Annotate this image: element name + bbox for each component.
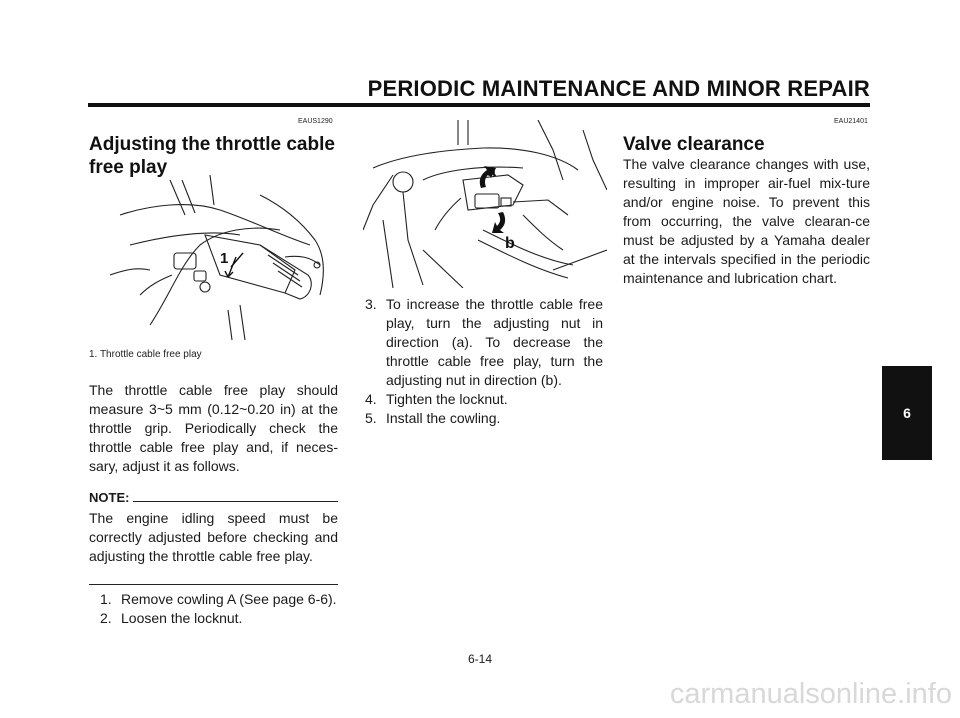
valve-paragraph: The valve clearance changes with use, resulting in improper air-fuel mix-ture and/or engine noise. To prevent this from occurring, the valve clearan-ce must be adjusted by a Yamaha dealer at the intervals specified in the periodic maintenance and lubrication chart.: [623, 156, 870, 286]
figure-callout-1: 1: [220, 250, 229, 267]
throttle-grip-illustration: [110, 175, 336, 343]
note-rule-top: [133, 501, 338, 502]
section-code-right: EAU21401: [834, 118, 868, 125]
page-number: 6-14: [467, 652, 493, 666]
list-item: 1. Remove cowling A (See page 6-6).: [100, 591, 337, 607]
list-item: 5. Install the cowling.: [365, 410, 501, 426]
list-item: 4. Tighten the locknut.: [365, 391, 508, 407]
steps-list-left: [100, 590, 340, 628]
heading-line-1: Adjusting the throttle cable: [89, 134, 335, 155]
note-label: NOTE:: [89, 490, 130, 505]
steps-list-middle: [365, 295, 603, 428]
chapter-tab[interactable]: 6: [882, 366, 932, 460]
list-item: 2. Loosen the locknut.: [100, 610, 243, 626]
figure-caption: 1. Throttle cable free play: [89, 349, 202, 360]
note-rule-bottom: [89, 584, 338, 585]
figure-label-b: b: [505, 235, 515, 252]
throttle-paragraph: The throttle cable free play should measure 3~5 mm (0.12~0.20 in) at the throttle grip. Periodically check the throttle cable free play and, if neces-sary, adjust it as follows.: [89, 382, 338, 474]
note-text: The engine idling speed must be correctly adjusted before checking and adjusting the throttle cable free play.: [89, 510, 338, 564]
adjusting-nut-illustration: [363, 120, 607, 288]
page-header-title: PERIODIC MAINTENANCE AND MINOR REPAIR: [367, 76, 870, 101]
note-header: [89, 490, 338, 505]
header-rule: [88, 103, 870, 107]
heading-line-2: free play: [89, 157, 168, 178]
section-heading-throttle: [89, 133, 349, 179]
figure-label-a: a: [487, 163, 496, 180]
section-heading-valve: Valve clearance: [623, 134, 765, 155]
watermark: carmanualsonline.info: [669, 678, 952, 710]
list-item: 3. To increase the throttle cable free play, turn the adjusting nut in direction (a). To decrease the throttle cable free play, turn the adjusting nut in direction (b).: [365, 296, 603, 388]
section-code-left: EAUS1290: [298, 118, 333, 125]
